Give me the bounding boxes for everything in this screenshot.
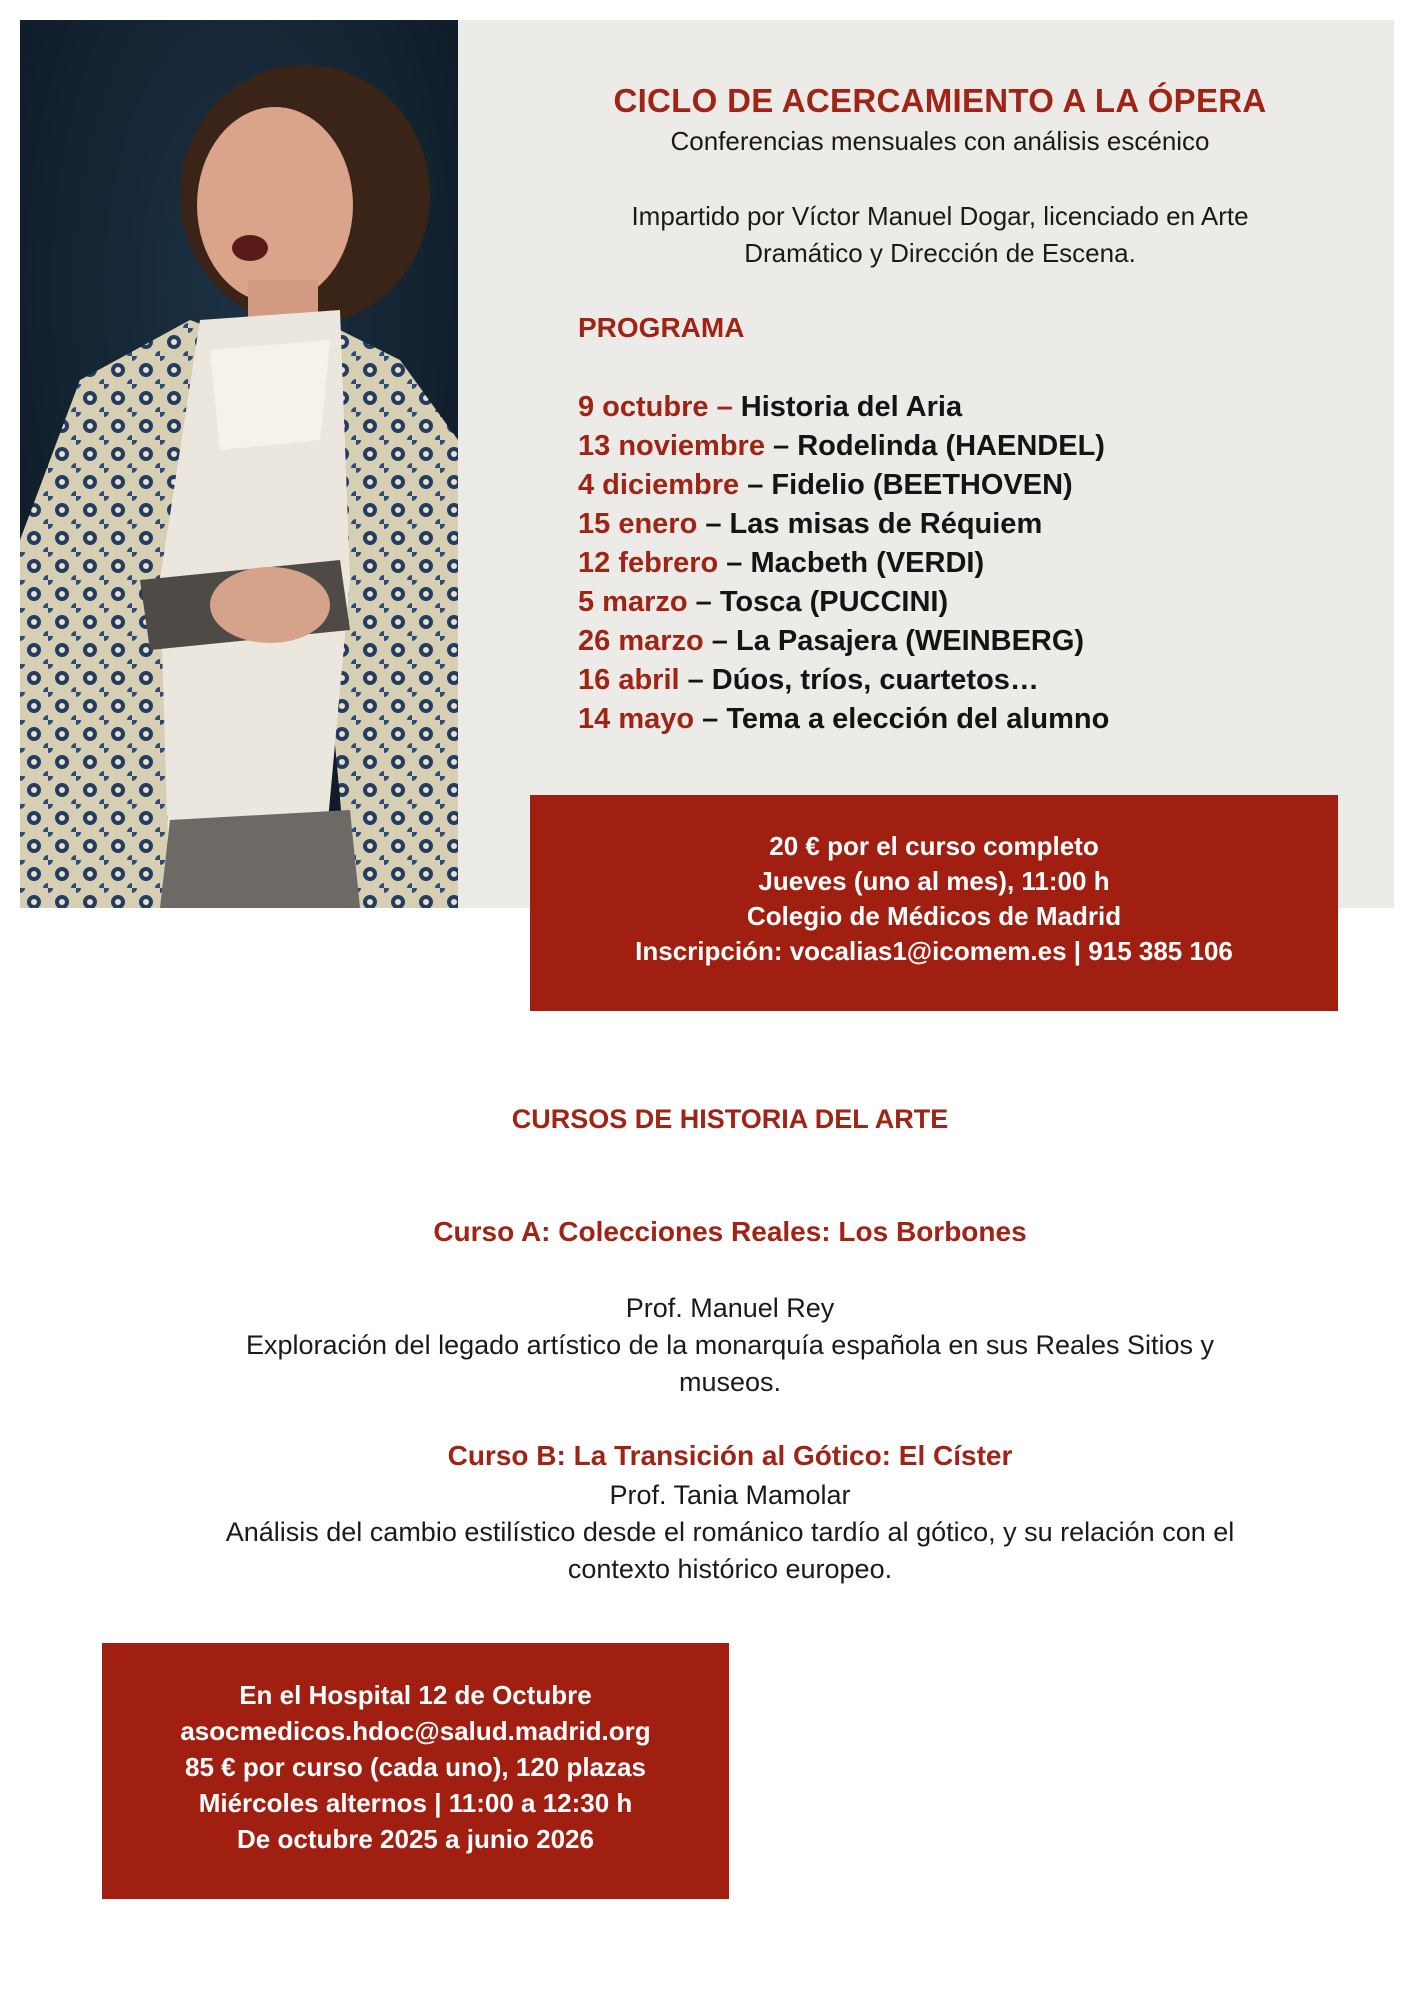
program-item <box>578 583 1109 622</box>
course-b-description-line: Análisis del cambio estilístico desde el románico tardío al gótico, y su relación con el <box>225 1517 1235 1547</box>
program-topic: – Rodelinda (HAENDEL) <box>764 430 1105 462</box>
opera-singer-photo <box>20 20 458 908</box>
opera-cycle-subtitle: Conferencias mensuales con análisis escénico <box>670 126 1210 156</box>
program-item <box>578 661 1109 700</box>
instructor-line: Impartido por Víctor Manuel Dogar, licenciado en Arte <box>631 201 1249 231</box>
art-history-info-box <box>102 1643 729 1899</box>
program-item <box>578 427 1109 466</box>
opera-instructor-text <box>590 198 1290 272</box>
art-history-heading: CURSOS DE HISTORIA DEL ARTE <box>511 1104 949 1134</box>
course-b-description-line: contexto histórico europeo. <box>567 1554 893 1584</box>
program-item <box>578 466 1109 505</box>
art-price: 85 € por curso (cada uno), 120 plazas <box>185 1752 646 1782</box>
program-item <box>578 700 1109 739</box>
program-date: 14 mayo <box>578 703 695 735</box>
course-a-description <box>170 1327 1290 1401</box>
program-topic: Historia del Aria <box>732 391 963 423</box>
program-topic: – Dúos, tríos, cuartetos… <box>679 664 1039 696</box>
program-date: 15 enero <box>578 508 698 540</box>
program-heading: PROGRAMA <box>578 312 745 343</box>
art-period: De octubre 2025 a junio 2026 <box>237 1824 594 1854</box>
program-topic: – Las misas de Réquiem <box>697 508 1043 540</box>
opera-cycle-title: CICLO DE ACERCAMIENTO A LA ÓPERA <box>613 82 1267 119</box>
program-date: 13 noviembre <box>578 430 765 462</box>
art-location: En el Hospital 12 de Octubre <box>239 1680 592 1710</box>
program-item <box>578 505 1109 544</box>
singer-illustration <box>20 20 458 908</box>
program-topic: – La Pasajera (WEINBERG) <box>703 625 1085 657</box>
art-schedule: Miércoles alternos | 11:00 a 12:30 h <box>198 1788 633 1818</box>
course-a-professor: Prof. Manuel Rey <box>625 1293 835 1323</box>
program-item <box>578 622 1109 661</box>
program-date: 26 marzo <box>578 625 704 657</box>
art-email: asocmedicos.hdoc@salud.madrid.org <box>180 1716 651 1746</box>
program-date: 4 diciembre <box>578 469 740 501</box>
instructor-line: Dramático y Dirección de Escena. <box>744 238 1136 268</box>
program-date: 5 marzo <box>578 586 688 618</box>
program-date: 12 febrero <box>578 547 719 579</box>
program-item <box>578 544 1109 583</box>
opera-registration: Inscripción: vocalias1@icomem.es | 915 385 106 <box>635 936 1233 966</box>
program-item <box>578 388 1109 427</box>
course-b-title: Curso B: La Transición al Gótico: El Císter <box>447 1440 1013 1471</box>
program-topic: – Fidelio (BEETHOVEN) <box>739 469 1073 501</box>
opera-schedule: Jueves (uno al mes), 11:00 h <box>758 866 1110 896</box>
course-a-title: Curso A: Colecciones Reales: Los Borbones <box>433 1216 1027 1247</box>
opera-price: 20 € por el curso completo <box>769 831 1099 861</box>
course-a-description-line: museos. <box>678 1367 782 1397</box>
program-topic: – Tema a elección del alumno <box>694 703 1110 735</box>
program-date: 9 octubre – <box>578 391 733 423</box>
program-topic: – Macbeth (VERDI) <box>718 547 985 579</box>
course-b-professor: Prof. Tania Mamolar <box>609 1480 851 1510</box>
opera-info-box <box>530 795 1338 1011</box>
course-a-description-line: Exploración del legado artístico de la monarquía española en sus Reales Sitios y <box>245 1330 1215 1360</box>
opera-venue: Colegio de Médicos de Madrid <box>746 901 1122 931</box>
program-list <box>578 388 1109 739</box>
program-date: 16 abril <box>578 664 680 696</box>
course-b-description <box>170 1514 1290 1588</box>
program-topic: – Tosca (PUCCINI) <box>687 586 949 618</box>
